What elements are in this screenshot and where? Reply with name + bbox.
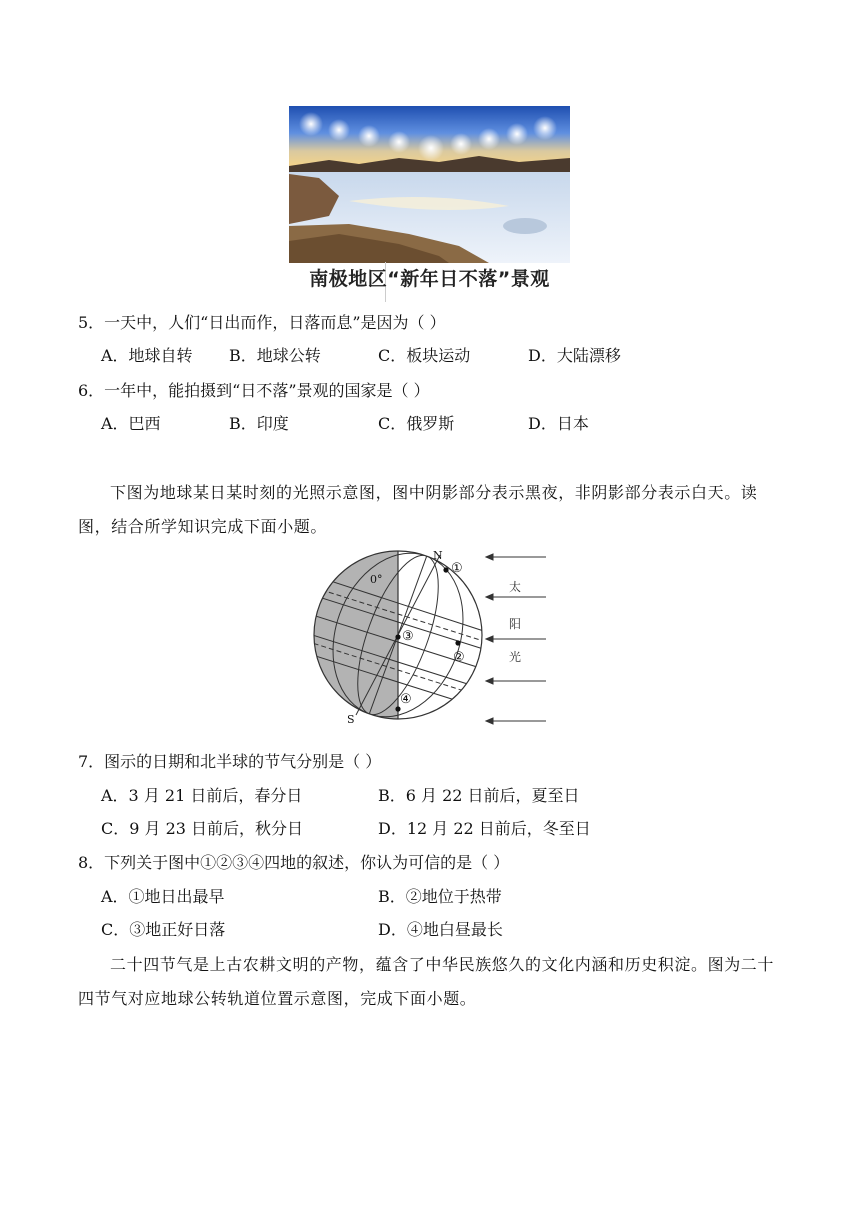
question-5-option-a: A．地球自转 <box>101 346 193 365</box>
antarctic-midnight-sun-photo <box>289 106 570 263</box>
label-point-4: ④ <box>400 692 412 707</box>
question-5-option-d: D．大陆漂移 <box>528 346 621 365</box>
question-6-option-d: D．日本 <box>528 414 589 433</box>
question-8-option-d: D．④地白昼最长 <box>378 920 503 939</box>
question-6-option-c: C．俄罗斯 <box>378 414 455 433</box>
question-8-stem: 8．下列关于图中①②③④四地的叙述，你认为可信的是（ ） <box>78 853 510 872</box>
question-7-option-d: D．12 月 22 日前后，冬至日 <box>378 819 591 838</box>
earth-illumination-diagram <box>306 545 556 725</box>
passage-illumination: 下图为地球某日某时刻的光照示意图，图中阴影部分表示黑夜，非阴影部分表示白天。读图，结合所学知识完成下面小题。 <box>78 483 758 536</box>
question-7-option-c: C．9 月 23 日前后，秋分日 <box>101 819 304 838</box>
label-north: N <box>433 549 443 562</box>
label-point-1: ① <box>451 561 463 576</box>
question-7-option-b: B．6 月 22 日前后，夏至日 <box>378 786 580 805</box>
question-8-option-a: A．①地日出最早 <box>101 887 225 906</box>
label-south: S <box>347 713 355 725</box>
photo-caption: 南极地区“新年日不落”景观 <box>309 268 550 290</box>
question-8-option-c: C．③地正好日落 <box>101 920 226 939</box>
question-5-option-b: B．地球公转 <box>229 346 321 365</box>
label-meridian: 0° <box>370 573 383 586</box>
sunlight-label-1: 太 <box>508 580 522 594</box>
question-6-option-a: A．巴西 <box>101 414 161 433</box>
label-point-3: ③ <box>402 629 414 644</box>
question-5-option-c: C．板块运动 <box>378 346 471 365</box>
question-8-option-b: B．②地位于热带 <box>378 887 502 906</box>
question-7-stem: 7．图示的日期和北半球的节气分别是（ ） <box>78 752 382 771</box>
passage-solar-terms: 二十四节气是上古农耕文明的产物，蕴含了中华民族悠久的文化内涵和历史积淀。图为二十四节气对应地球公转轨道位置示意图，完成下面小题。 <box>78 955 775 1008</box>
sunlight-label-2: 阳 <box>508 617 522 631</box>
question-6-option-b: B．印度 <box>229 414 289 433</box>
question-6-stem: 6．一年中，能拍摄到“日不落”景观的国家是（ ） <box>78 381 430 400</box>
question-7-option-a: A．3 月 21 日前后，春分日 <box>101 786 303 805</box>
label-point-2: ② <box>453 650 465 665</box>
question-5-stem: 5．一天中，人们“日出而作，日落而息”是因为（ ） <box>78 313 446 332</box>
sunlight-label-3: 光 <box>508 650 522 664</box>
